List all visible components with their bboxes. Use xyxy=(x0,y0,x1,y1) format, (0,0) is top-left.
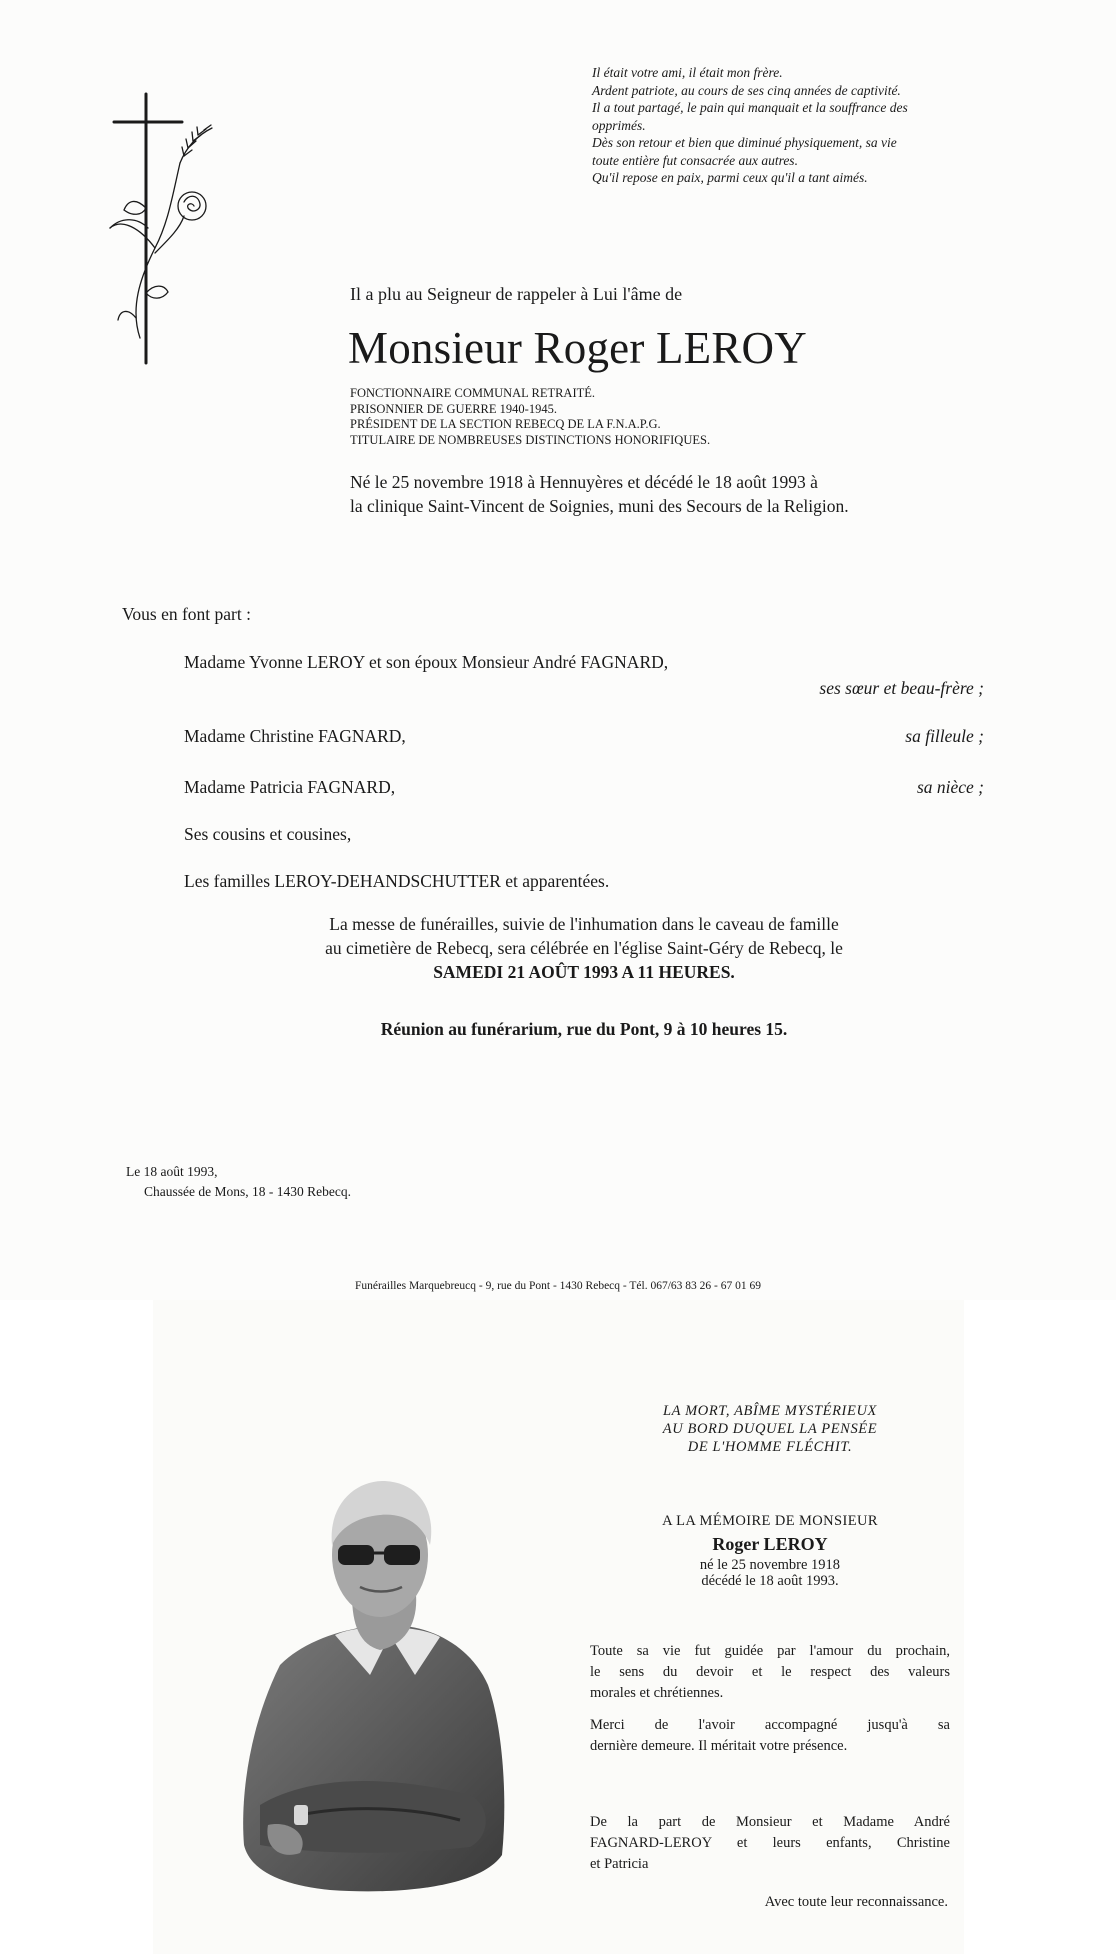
family-relation: ses sœur et beau-frère ; xyxy=(819,678,984,698)
title-line: PRÉSIDENT DE LA SECTION REBECQ DE LA F.N.A.P.G. xyxy=(350,417,661,431)
date-line: Le 18 août 1993, xyxy=(126,1164,218,1179)
poem-line: Dès son retour et bien que diminué physiquement, sa vie xyxy=(592,135,897,150)
poem-line: Il était votre ami, il était mon frère. xyxy=(592,65,783,80)
memorial-paragraph xyxy=(590,1641,950,1704)
bio-line: la clinique Saint-Vincent de Soignies, muni des Secours de la Religion. xyxy=(350,496,849,516)
death-date: décédé le 18 août 1993. xyxy=(701,1573,839,1589)
memorial-paragraph xyxy=(590,1812,950,1875)
memorial-dates xyxy=(620,1557,920,1589)
birth-death-statement xyxy=(350,470,849,518)
place-and-date xyxy=(126,1162,351,1202)
family-relation: sa nièce ; xyxy=(916,777,984,797)
family-member: Madame Patricia FAGNARD, xyxy=(184,777,396,797)
paragraph-line: FAGNARD-LEROY et leurs enfants, Christine xyxy=(590,1835,950,1851)
poem-line: Qu'il repose en paix, parmi ceux qu'il a tant aimés. xyxy=(592,170,868,185)
paragraph-line: morales et chrétiennes. xyxy=(590,1685,724,1701)
poem-line: toute entière fut consacrée aux autres. xyxy=(592,152,798,168)
title-line: FONCTIONNAIRE COMMUNAL RETRAITÉ. xyxy=(350,386,596,400)
poem-line: opprimés. xyxy=(592,117,646,133)
paragraph-line: Merci de l'avoir accompagné jusqu'à sa xyxy=(590,1717,950,1733)
poem-line: Il a tout partagé, le pain qui manquait et la souffrance des xyxy=(592,100,908,115)
memorial-paragraph xyxy=(590,1715,950,1757)
closing-line: Avec toute leur reconnaissance. xyxy=(764,1894,948,1910)
memorial-heading-block xyxy=(620,1513,920,1589)
family-member: Les familles LEROY-DEHANDSCHUTTER et apparentées. xyxy=(184,871,610,891)
bio-line: Né le 25 novembre 1918 à Hennuyères et décédé le 18 août 1993 à xyxy=(350,472,818,492)
paragraph-line: Toute sa vie fut guidée par l'amour du prochain, xyxy=(590,1643,950,1659)
address-line: Chaussée de Mons, 18 - 1430 Rebecq. xyxy=(144,1184,351,1199)
funeral-home-footer: Funérailles Marquebreucq - 9, rue du Pont - 1430 Rebecq - Tél. 067/63 83 26 - 67 01 69 xyxy=(354,1280,762,1292)
poem-line: Ardent patriote, au cours de ses cinq années de captivité. xyxy=(592,82,901,98)
memorial-heading: A LA MÉMOIRE DE MONSIEUR xyxy=(662,1513,878,1529)
poem xyxy=(592,64,1052,187)
intro-line: Il a plu au Seigneur de rappeler à Lui l'âme de xyxy=(350,284,683,304)
funeral-line: La messe de funérailles, suivie de l'inhumation dans le caveau de famille xyxy=(329,914,839,934)
family-member: Madame Yvonne LEROY et son époux Monsieur André FAGNARD, xyxy=(184,652,669,672)
paragraph-line: et Patricia xyxy=(590,1856,649,1872)
announce-line: Vous en font part : xyxy=(122,604,251,624)
funeral-date: SAMEDI 21 AOÛT 1993 A 11 HEURES. xyxy=(433,962,735,982)
paragraph-line: De la part de Monsieur et Madame André xyxy=(590,1814,950,1830)
paragraph-line: dernière demeure. Il méritait votre présence. xyxy=(590,1738,848,1754)
funeral-line: au cimetière de Rebecq, sera célébrée en l'église Saint-Géry de Rebecq, le xyxy=(325,938,843,958)
deceased-name: Monsieur Roger LEROY xyxy=(348,323,807,373)
cross-with-rose-and-wheat-icon xyxy=(100,88,230,368)
family-member: Madame Christine FAGNARD, xyxy=(184,726,406,746)
paragraph-line: le sens du devoir et le respect des valeurs xyxy=(590,1664,950,1680)
epigraph xyxy=(620,1402,920,1456)
honorific-titles xyxy=(350,386,710,448)
memorial-name: Roger LEROY xyxy=(712,1534,828,1554)
epigraph-line: AU BORD DUQUEL LA PENSÉE xyxy=(662,1421,878,1437)
title-line: PRISONNIER DE GUERRE 1940-1945. xyxy=(350,401,557,416)
title-line: TITULAIRE DE NOMBREUSES DISTINCTIONS HONORIFIQUES. xyxy=(350,432,711,447)
family-relation: sa filleule ; xyxy=(905,726,984,746)
portrait-photo xyxy=(240,1475,512,1895)
funeral-details xyxy=(184,912,984,984)
epigraph-line: LA MORT, ABÎME MYSTÉRIEUX xyxy=(663,1403,877,1419)
reunion-line: Réunion au funérarium, rue du Pont, 9 à 10 heures 15. xyxy=(380,1019,788,1039)
family-member: Ses cousins et cousines, xyxy=(184,824,352,844)
birth-date: né le 25 novembre 1918 xyxy=(699,1557,841,1573)
epigraph-line: DE L'HOMME FLÉCHIT. xyxy=(687,1439,853,1455)
